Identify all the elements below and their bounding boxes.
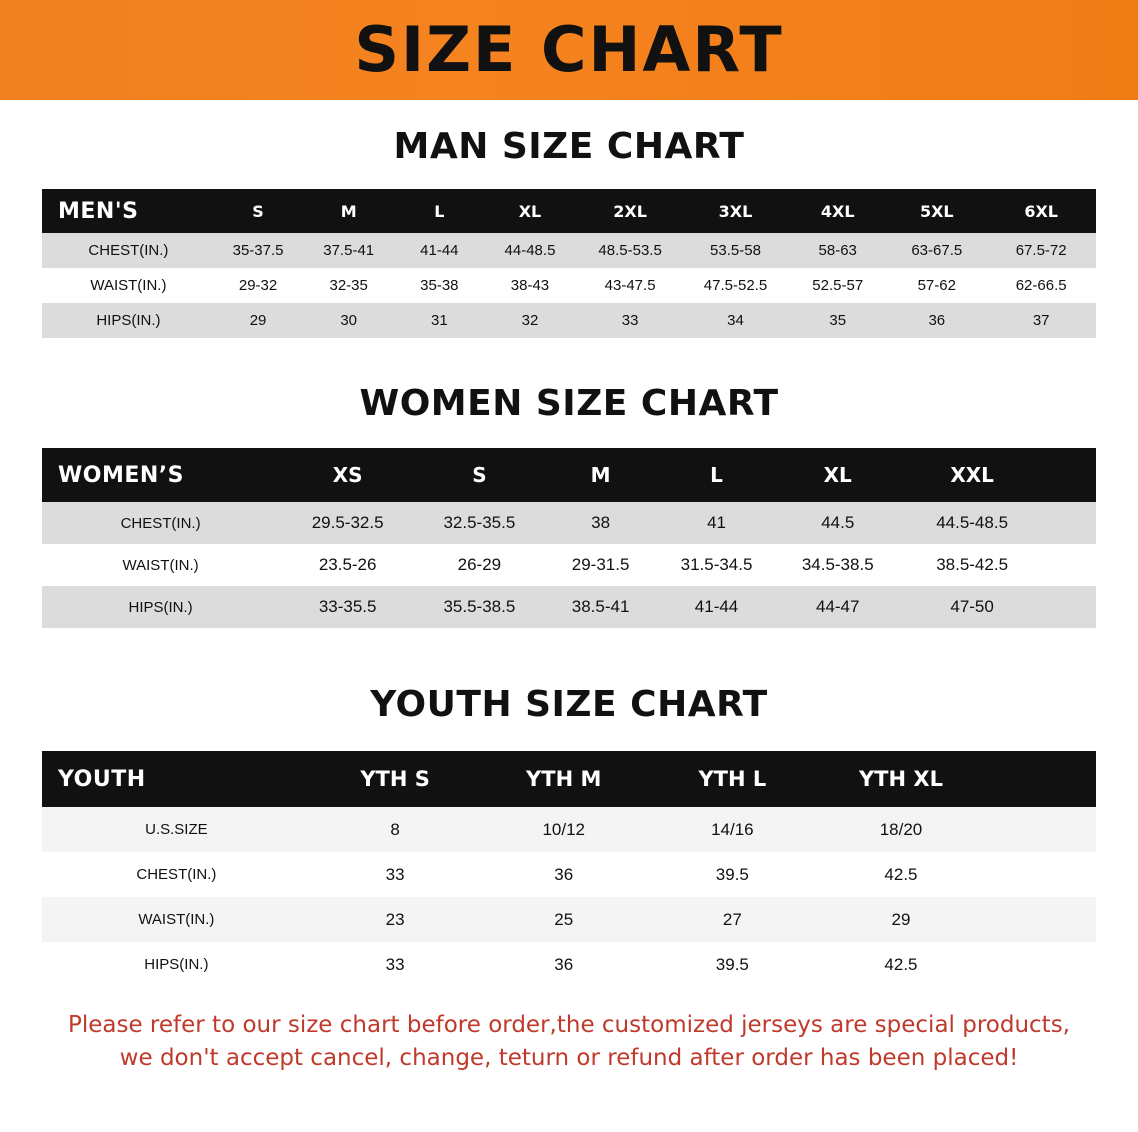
table-cell: 35	[788, 303, 887, 338]
man-table-header-row	[42, 189, 1096, 233]
youth-row-label: HIPS(IN.)	[42, 942, 311, 987]
women-size-header: XL	[775, 448, 901, 502]
table-cell: 44.5	[775, 502, 901, 544]
footer-line-2: we don't accept cancel, change, teturn or refund after order has been placed!	[119, 1044, 1019, 1071]
table-cell-spacer	[1043, 502, 1096, 544]
table-cell: 36	[887, 303, 986, 338]
table-cell: 39.5	[648, 852, 817, 897]
table-cell: 23	[311, 897, 480, 942]
table-row	[42, 852, 1096, 897]
table-cell: 37	[986, 303, 1096, 338]
table-row	[42, 807, 1096, 852]
women-size-header: XS	[279, 448, 416, 502]
table-cell: 38	[543, 502, 659, 544]
table-cell: 42.5	[817, 942, 986, 987]
table-cell: 26-29	[416, 544, 542, 586]
man-size-table	[42, 189, 1096, 338]
table-cell-spacer	[1043, 544, 1096, 586]
table-cell: 57-62	[887, 268, 986, 303]
table-cell-spacer	[985, 942, 1096, 987]
table-cell-spacer	[1043, 586, 1096, 628]
page-banner	[0, 0, 1138, 100]
women-header-spacer	[1043, 448, 1096, 502]
table-cell: 8	[311, 807, 480, 852]
table-cell: 48.5-53.5	[577, 233, 682, 268]
footer-disclaimer	[40, 1009, 1098, 1074]
youth-row-label: CHEST(IN.)	[42, 852, 311, 897]
table-cell: 23.5-26	[279, 544, 416, 586]
table-cell: 33	[577, 303, 682, 338]
table-cell: 38.5-41	[543, 586, 659, 628]
youth-header-spacer	[985, 751, 1096, 807]
table-cell: 32-35	[301, 268, 396, 303]
table-cell: 41-44	[659, 586, 775, 628]
man-size-header: XL	[483, 189, 578, 233]
table-cell: 30	[301, 303, 396, 338]
table-cell-spacer	[985, 807, 1096, 852]
man-size-header: 3XL	[683, 189, 788, 233]
man-corner-label: MEN'S	[42, 189, 215, 233]
youth-section-heading: YOUTH SIZE CHART	[370, 684, 768, 725]
page-title: SIZE CHART	[354, 13, 784, 86]
table-row	[42, 942, 1096, 987]
table-cell-spacer	[985, 852, 1096, 897]
table-row	[42, 897, 1096, 942]
table-row	[42, 502, 1096, 544]
table-cell: 27	[648, 897, 817, 942]
table-cell: 44-47	[775, 586, 901, 628]
table-cell-spacer	[985, 897, 1096, 942]
table-cell: 14/16	[648, 807, 817, 852]
youth-row-label: WAIST(IN.)	[42, 897, 311, 942]
table-cell: 29-31.5	[543, 544, 659, 586]
man-section-heading: MAN SIZE CHART	[393, 126, 745, 167]
man-size-header: S	[215, 189, 301, 233]
man-row-label: CHEST(IN.)	[42, 233, 215, 268]
table-cell: 38-43	[483, 268, 578, 303]
man-table-wrapper	[42, 189, 1096, 338]
women-size-header: S	[416, 448, 542, 502]
table-cell: 34.5-38.5	[775, 544, 901, 586]
women-section-heading: WOMEN SIZE CHART	[359, 383, 779, 424]
youth-size-table	[42, 751, 1096, 987]
table-cell: 18/20	[817, 807, 986, 852]
youth-table-wrapper	[42, 751, 1096, 987]
table-cell: 33-35.5	[279, 586, 416, 628]
women-table-header-row	[42, 448, 1096, 502]
table-cell: 43-47.5	[577, 268, 682, 303]
table-cell: 44.5-48.5	[901, 502, 1043, 544]
table-cell: 29.5-32.5	[279, 502, 416, 544]
table-cell: 53.5-58	[683, 233, 788, 268]
table-cell: 67.5-72	[986, 233, 1096, 268]
table-cell: 29-32	[215, 268, 301, 303]
youth-size-header: YTH XL	[817, 751, 986, 807]
table-cell: 58-63	[788, 233, 887, 268]
table-row	[42, 233, 1096, 268]
table-cell: 63-67.5	[887, 233, 986, 268]
man-size-header: 2XL	[577, 189, 682, 233]
table-row	[42, 303, 1096, 338]
table-row	[42, 544, 1096, 586]
table-cell: 41-44	[396, 233, 482, 268]
women-size-table	[42, 448, 1096, 628]
table-cell: 32	[483, 303, 578, 338]
women-row-label: CHEST(IN.)	[42, 502, 279, 544]
table-cell: 47.5-52.5	[683, 268, 788, 303]
table-row	[42, 268, 1096, 303]
man-row-label: HIPS(IN.)	[42, 303, 215, 338]
table-cell: 35-38	[396, 268, 482, 303]
table-cell: 10/12	[479, 807, 648, 852]
table-cell: 33	[311, 942, 480, 987]
table-row	[42, 586, 1096, 628]
table-cell: 39.5	[648, 942, 817, 987]
table-cell: 29	[215, 303, 301, 338]
women-size-header: M	[543, 448, 659, 502]
man-size-header: 6XL	[986, 189, 1096, 233]
youth-table-header-row	[42, 751, 1096, 807]
youth-size-header: YTH S	[311, 751, 480, 807]
women-row-label: HIPS(IN.)	[42, 586, 279, 628]
man-size-header: M	[301, 189, 396, 233]
table-cell: 35-37.5	[215, 233, 301, 268]
table-cell: 29	[817, 897, 986, 942]
women-size-header: XXL	[901, 448, 1043, 502]
women-table-wrapper	[42, 448, 1096, 628]
table-cell: 25	[479, 897, 648, 942]
youth-corner-label: YOUTH	[42, 751, 311, 807]
table-cell: 52.5-57	[788, 268, 887, 303]
table-cell: 62-66.5	[986, 268, 1096, 303]
youth-row-label: U.S.SIZE	[42, 807, 311, 852]
table-cell: 41	[659, 502, 775, 544]
man-size-header: L	[396, 189, 482, 233]
man-size-header: 4XL	[788, 189, 887, 233]
youth-size-header: YTH L	[648, 751, 817, 807]
women-size-header: L	[659, 448, 775, 502]
footer-line-1: Please refer to our size chart before order,the customized jerseys are special products,	[67, 1012, 1070, 1038]
table-cell: 31	[396, 303, 482, 338]
man-size-header: 5XL	[887, 189, 986, 233]
women-corner-label: WOMEN’S	[42, 448, 279, 502]
table-cell: 44-48.5	[483, 233, 578, 268]
table-cell: 37.5-41	[301, 233, 396, 268]
table-cell: 38.5-42.5	[901, 544, 1043, 586]
table-cell: 36	[479, 852, 648, 897]
table-cell: 33	[311, 852, 480, 897]
table-cell: 42.5	[817, 852, 986, 897]
table-cell: 32.5-35.5	[416, 502, 542, 544]
table-cell: 31.5-34.5	[659, 544, 775, 586]
man-row-label: WAIST(IN.)	[42, 268, 215, 303]
table-cell: 35.5-38.5	[416, 586, 542, 628]
table-cell: 47-50	[901, 586, 1043, 628]
table-cell: 34	[683, 303, 788, 338]
youth-size-header: YTH M	[479, 751, 648, 807]
table-cell: 36	[479, 942, 648, 987]
women-row-label: WAIST(IN.)	[42, 544, 279, 586]
